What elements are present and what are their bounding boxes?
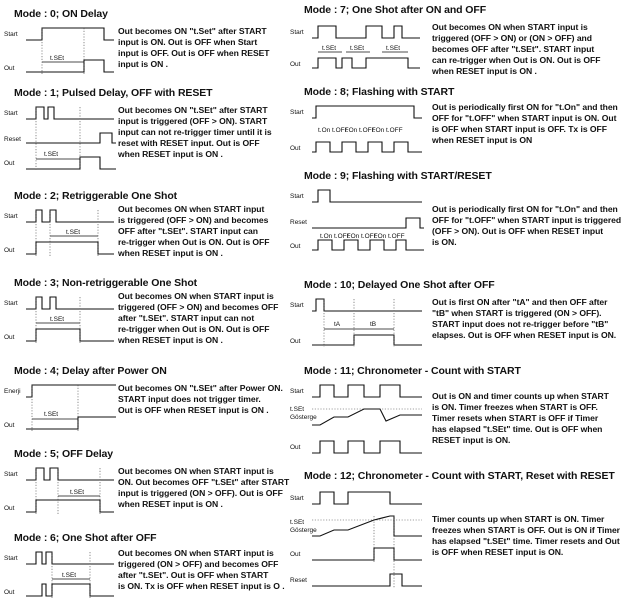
t-off-label: t.OFF [334, 233, 351, 240]
signal-label-out: Out [290, 145, 301, 152]
signal-label-out: Out [4, 422, 15, 429]
signal-label-out: Out [4, 65, 15, 72]
t-off-label: t.OFF [386, 127, 403, 134]
start-signal [312, 492, 422, 504]
mode-title: Mode : 12; Chronometer - Count with START, Reset with RESET [304, 470, 615, 482]
signal-label-start: Start [290, 495, 304, 502]
signal-label-start: Start [290, 388, 304, 395]
start-signal [26, 297, 114, 309]
timing-diagram [290, 184, 430, 259]
signal-label-display: Gösterge [290, 414, 317, 421]
t-on-label: t.On [374, 233, 387, 240]
mode-description: Out becomes ON when START input is triggered (ON > OFF) and becomes OFF after "t.SEt". Out is OFF when START is ON. Tx is OFF when RESET input is O . [118, 548, 285, 591]
mode-description: Out becomes ON when START input is triggered (OFF > ON) or (ON > OFF) and becomes OFF after "t.SEt". START input can re-trigger when Out is ON. Out is OFF when RESET input is ON . [432, 22, 601, 76]
signal-label-start: Start [4, 110, 18, 117]
signal-label-energy: Enerji [4, 388, 21, 395]
t-on-label: t.On [318, 127, 331, 134]
reset-signal [26, 133, 116, 143]
display-signal [312, 409, 422, 425]
out-signal [26, 242, 114, 254]
t-on-label: t.On [345, 127, 358, 134]
mode-title: Mode : 8; Flashing with START [304, 86, 455, 98]
time-label: t.SEt [70, 489, 85, 496]
display-signal [312, 516, 422, 536]
start-signal [312, 26, 420, 38]
mode-description: Out becomes ON "t.SEt" after START input is triggered (OFF > ON). START input can not re-trigger timer until it is reset with RESET input. Out is OFF when RESET input is ON . [118, 105, 272, 159]
signal-label-out: Out [4, 160, 15, 167]
mode-title: Mode : 1; Pulsed Delay, OFF with RESET [14, 87, 213, 99]
signal-label-start: Start [290, 302, 304, 309]
time-label: t.SEt [44, 151, 59, 158]
t-off-label: t.OFF [388, 233, 405, 240]
mode-6 [4, 532, 314, 612]
signal-label-out: Out [4, 505, 15, 512]
time-label: t.SEt [50, 316, 65, 323]
signal-label-start: Start [290, 29, 304, 36]
out-signal [312, 240, 424, 250]
mode-title: Mode : 9; Flashing with START/RESET [304, 170, 492, 182]
mode-9 [290, 170, 634, 260]
signal-label-tset: t.SEt [290, 519, 305, 526]
signal-label-reset: Reset [290, 219, 307, 226]
mode-description: Out is periodically first ON for "t.On" and then OFF for "t.OFF" when START input is ON. Out is OFF when START input is OFF. Tx is OFF when RESET input is ON [432, 102, 618, 145]
mode-title: Mode : 6; One Shot after OFF [14, 532, 157, 544]
start-signal [26, 210, 114, 222]
mode-description: Out becomes ON "t.SEt" after Power ON. START input does not trigger timer. Out is OFF when RESET input is ON . [118, 383, 283, 415]
start-signal [26, 468, 114, 480]
signal-label-out: Out [290, 243, 301, 250]
out-signal [26, 500, 114, 512]
signal-label-out: Out [290, 444, 301, 451]
out-signal [312, 441, 422, 453]
signal-label-out: Out [4, 589, 15, 596]
mode-title: Mode : 0; ON Delay [14, 8, 108, 20]
timing-diagram [4, 462, 124, 522]
ta-label: tA [334, 321, 341, 328]
mode-0 [4, 8, 314, 88]
start-signal [26, 28, 114, 40]
time-label: t.SEt [386, 45, 401, 52]
out-signal [26, 584, 114, 596]
t-off-label: t.OFF [359, 127, 376, 134]
mode-description: Out becomes ON when START input is ON. Out becomes OFF "t.SEt" after START input is triggered (ON > OFF). Out is OFF when RESET input is ON . [118, 466, 290, 509]
timing-diagram [4, 546, 124, 606]
signal-label-start: Start [290, 193, 304, 200]
time-label: t.SEt [66, 229, 81, 236]
mode-2 [4, 190, 314, 270]
signal-label-out: Out [290, 551, 301, 558]
start-signal [26, 552, 114, 564]
timing-diagram [4, 101, 124, 176]
mode-description: Out is periodically first ON for "t.On" and then OFF for "t.OFF" when START input is triggered (OFF > ON). Out is OFF when RESET input is ON. [432, 204, 622, 247]
mode-description: Out becomes ON when START input is triggered (OFF > ON) and becomes OFF after "t.SEt". START input can re-trigger when Out is ON. Out is OFF when RESET input is ON . [118, 204, 270, 258]
start-signal [312, 106, 422, 118]
mode-4 [4, 365, 314, 445]
time-label: t.SEt [62, 572, 77, 579]
timing-diagram [290, 100, 430, 162]
out-signal [26, 329, 114, 341]
signal-label-start: Start [4, 213, 18, 220]
mode-title: Mode : 4; Delay after Power ON [14, 365, 167, 377]
out-signal [312, 58, 420, 68]
mode-1 [4, 87, 314, 182]
out-signal [312, 142, 422, 152]
signal-label-tset: t.SEt [290, 406, 305, 413]
time-label: t.SEt [322, 45, 337, 52]
mode-11 [290, 365, 634, 465]
tb-label: tB [370, 321, 377, 328]
out-signal [312, 548, 422, 560]
timing-diagram [4, 379, 124, 439]
start-signal [26, 107, 114, 119]
t-on-label: t.On [347, 233, 360, 240]
signal-label-out: Out [290, 61, 301, 68]
signal-label-start: Start [290, 109, 304, 116]
mode-10 [290, 279, 634, 359]
timing-diagram [4, 204, 124, 264]
mode-description: Out becomes ON when START input is triggered (OFF > ON) and becomes OFF after "t.SEt". START input can not re-trigger when Out is ON. Out is OFF when RESET input is ON . [118, 291, 279, 345]
mode-description: Out is first ON after "tA" and then OFF after "tB" when START is triggered (ON > OFF). START input does not re-trigger before "tB" elapses. Out is OFF when RESET input is ON. [432, 297, 617, 340]
start-signal [312, 299, 422, 311]
mode-description: Out becomes ON "t.Set" after START input is ON. Out is OFF when Start input is OFF. Out is OFF when RESET input is ON . [118, 26, 270, 69]
mode-title: Mode : 10; Delayed One Shot after OFF [304, 279, 495, 291]
timing-diagram [290, 379, 430, 469]
t-on-label: t.On [320, 233, 333, 240]
t-on-label: t.On [372, 127, 385, 134]
mode-title: Mode : 7; One Shot after ON and OFF [304, 4, 487, 16]
start-signal [312, 385, 422, 397]
mode-3 [4, 277, 314, 357]
time-label: t.SEt [50, 55, 65, 62]
signal-label-out: Out [290, 338, 301, 345]
signal-label-display: Gösterge [290, 527, 317, 534]
timing-diagram [290, 293, 430, 355]
signal-label-start: Start [4, 31, 18, 38]
t-off-label: t.OFF [332, 127, 349, 134]
out-signal [312, 335, 422, 345]
mode-description: Timer counts up when START is ON. Timer freezes when START is OFF. Out is ON if Timer has elapsed "t.SEt" time. Timer resets and Out is OFF when RESET input is ON. [432, 514, 620, 557]
t-off-label: t.OFF [361, 233, 378, 240]
reset-signal [312, 218, 424, 228]
time-label: t.SEt [44, 411, 59, 418]
signal-label-start: Start [4, 300, 18, 307]
mode-title: Mode : 5; OFF Delay [14, 448, 114, 460]
mode-12 [290, 470, 634, 610]
signal-label-start: Start [4, 471, 18, 478]
energy-signal [26, 385, 116, 397]
signal-label-reset: Reset [4, 136, 21, 143]
mode-title: Mode : 3; Non-retriggerable One Shot [14, 277, 198, 289]
start-signal [312, 190, 422, 202]
signal-label-reset: Reset [290, 577, 307, 584]
signal-label-start: Start [4, 555, 18, 562]
signal-label-out: Out [4, 247, 15, 254]
mode-7 [290, 4, 634, 86]
timing-diagram [290, 486, 430, 606]
signal-label-out: Out [4, 334, 15, 341]
mode-description: Out is ON and timer counts up when START is ON. Timer freezes when START is OFF. Timer resets when START is OFF if Timer has elapsed "t.SEt" time. Out is OFF when RESET input is ON. [432, 391, 609, 445]
mode-5 [4, 448, 314, 528]
mode-title: Mode : 11; Chronometer - Count with START [304, 365, 521, 377]
reset-signal [312, 574, 422, 586]
mode-title: Mode : 2; Retriggerable One Shot [14, 190, 178, 202]
mode-8 [290, 86, 634, 166]
timing-diagram [4, 291, 124, 351]
timing-diagram [290, 18, 430, 80]
timing-diagram [4, 22, 124, 82]
time-label: t.SEt [350, 45, 365, 52]
